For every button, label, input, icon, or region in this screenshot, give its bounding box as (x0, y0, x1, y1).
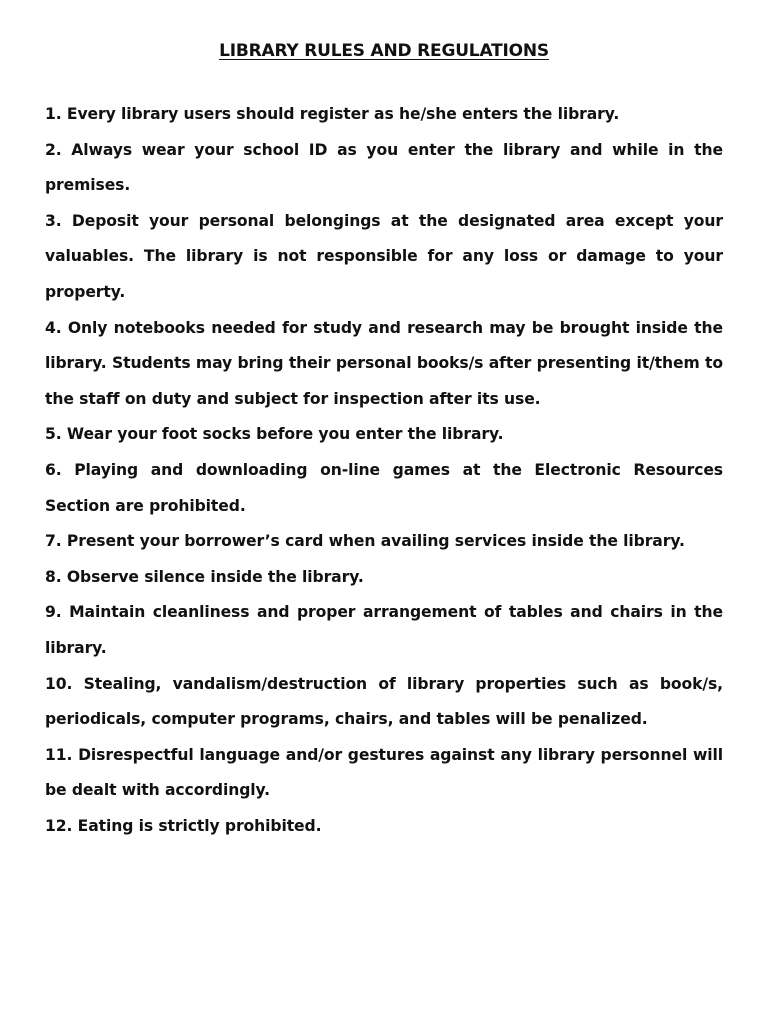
rule-item-4: 4. Only notebooks needed for study and research may be brought inside the library. Students may bring their personal books/s after presenting it/them to the staff on duty and subject for inspection after its use. (45, 318, 723, 408)
rule-item-8: 8. Observe silence inside the library. (45, 567, 364, 586)
rule-item-12: 12. Eating is strictly prohibited. (45, 816, 322, 835)
document-page (45, 40, 723, 844)
rule-item-2: 2. Always wear your school ID as you enter the library and while in the premises. (45, 140, 723, 195)
document-title: LIBRARY RULES AND REGULATIONS (219, 41, 549, 61)
rule-item-6: 6. Playing and downloading on-line games at the Electronic Resources Section are prohibited. (45, 460, 723, 515)
rule-item-1: 1. Every library users should register as he/she enters the library. (45, 105, 620, 123)
rule-item-11: 11. Disrespectful language and/or gestures against any library personnel will be dealt with accordingly. (45, 745, 723, 800)
rules-list (45, 97, 723, 844)
rule-item-10: 10. Stealing, vandalism/destruction of library properties such as book/s, periodicals, computer programs, chairs, and tables will be penalized. (45, 674, 723, 729)
rule-item-9: 9. Maintain cleanliness and proper arrangement of tables and chairs in the library. (45, 603, 723, 657)
rule-item-7: 7. Present your borrower’s card when availing services inside the library. (45, 532, 685, 551)
rule-item-5: 5. Wear your foot socks before you enter the library. (45, 425, 504, 444)
rule-item-3: 3. Deposit your personal belongings at the designated area except your valuables. The library is not responsible for any loss or damage to your property. (45, 211, 723, 301)
